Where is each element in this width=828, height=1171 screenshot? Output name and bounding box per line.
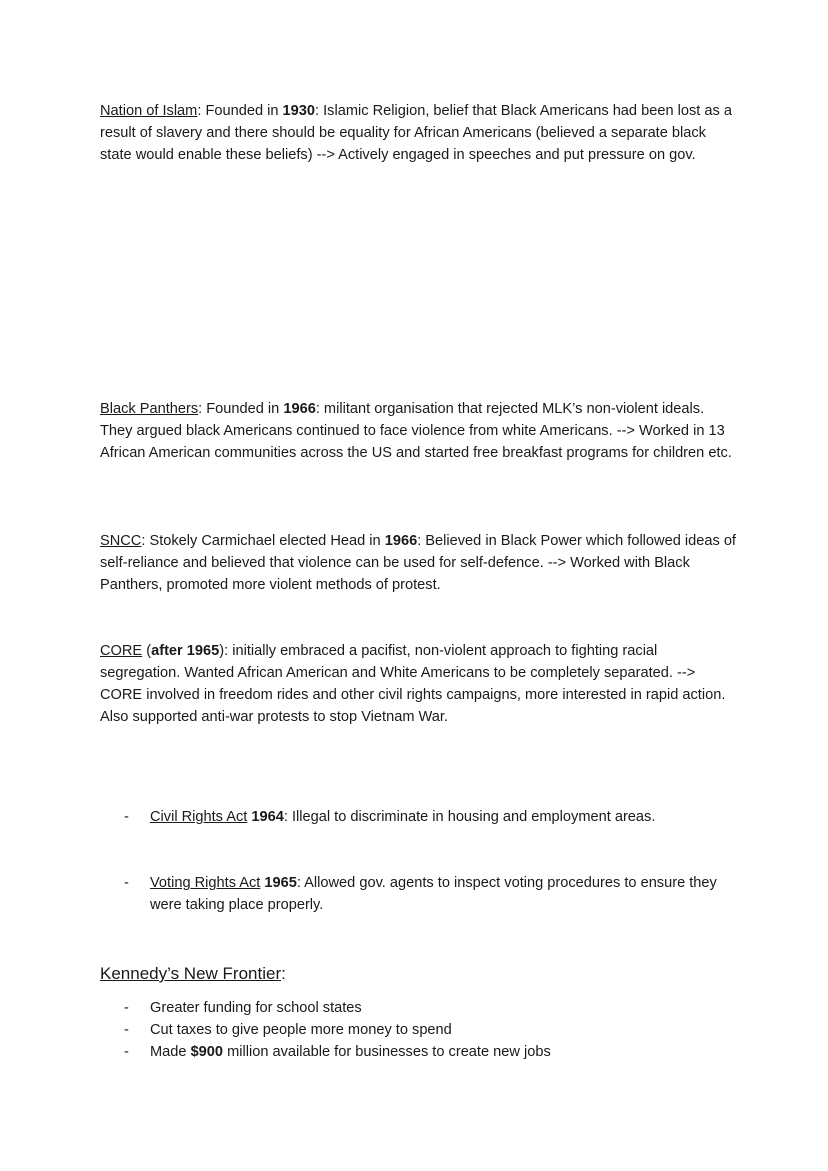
core-paragraph	[100, 640, 740, 728]
act-year: 1965	[264, 875, 297, 891]
list-item	[100, 1019, 740, 1041]
nation-of-islam-paragraph	[100, 100, 740, 166]
sncc-text-2: : Believed in Black Power which followed ideas of self-reliance and believed that violence can be used for self-defence. --> Worked with Black Panthers, promoted more violent methods of protest.	[100, 533, 736, 593]
list-item-text: Cut taxes to give people more money to spend	[150, 1022, 452, 1038]
core-text-2: ): initially embraced a pacifist, non-violent approach to fighting racial segregation. Wanted African American and White Americans to be completely separated. --> CORE involved in freedom rides and other civil rights campaigns, more interested in rapid action. Also supported anti-war protests to stop Vietnam War.	[100, 643, 726, 725]
list-item-text-pre: Made	[150, 1044, 191, 1060]
black-panthers-paragraph	[100, 398, 740, 464]
list-item	[100, 806, 740, 828]
list-item	[100, 997, 740, 1019]
nation-of-islam-text-2: : Islamic Religion, belief that Black Americans had been lost as a result of slavery and there should be equality for African Americans (believed a separate black state would enable these beliefs) --> Actively engaged in speeches and put pressure on gov.	[100, 103, 732, 163]
new-frontier-heading-text: Kennedy’s New Frontier	[100, 964, 282, 983]
dash-bullet: -	[124, 809, 129, 825]
black-panthers-year: 1966	[283, 401, 316, 417]
sncc-paragraph	[100, 530, 740, 596]
act-title: Voting Rights Act	[150, 875, 261, 891]
act-title: Civil Rights Act	[150, 809, 248, 825]
list-item-text: Greater funding for school states	[150, 1000, 362, 1016]
voting-rights-act-list	[100, 872, 740, 916]
nation-of-islam-title: Nation of Islam	[100, 103, 198, 119]
dash-bullet: -	[124, 1000, 129, 1016]
act-text: : Illegal to discriminate in housing and employment areas.	[283, 809, 656, 825]
new-frontier-heading	[100, 962, 286, 986]
new-frontier-heading-colon: :	[281, 964, 286, 983]
black-panthers-text-2: : militant organisation that rejected MLK’s non-violent ideals. They argued black Americans continued to face violence from white Americans. --> Worked in 13 African American communities across the US and started free breakfast programs for children etc.	[100, 401, 732, 461]
list-item	[100, 1041, 740, 1063]
act-year: 1964	[251, 809, 284, 825]
list-item	[100, 872, 740, 916]
new-frontier-list	[100, 997, 740, 1063]
nation-of-islam-year: 1930	[282, 103, 316, 119]
sncc-text-1: : Stokely Carmichael elected Head in	[141, 533, 385, 549]
dash-bullet: -	[124, 875, 129, 891]
dash-bullet: -	[124, 1044, 129, 1060]
dash-bullet: -	[124, 1022, 129, 1038]
black-panthers-text-1: : Founded in	[198, 401, 284, 417]
core-bold: after 1965	[151, 643, 220, 659]
nation-of-islam-text-1: : Founded in	[197, 103, 283, 119]
black-panthers-title: Black Panthers	[100, 401, 199, 417]
list-item-amount: $900	[190, 1044, 224, 1060]
act-text: : Allowed gov. agents to inspect voting procedures to ensure they were taking place properly.	[150, 875, 717, 913]
sncc-year: 1966	[384, 533, 418, 549]
core-title: CORE	[100, 643, 143, 659]
core-text-1: (	[142, 643, 152, 659]
list-item-text-post: million available for businesses to create new jobs	[223, 1044, 551, 1060]
sncc-title: SNCC	[100, 533, 142, 549]
civil-rights-act-list	[100, 806, 740, 828]
